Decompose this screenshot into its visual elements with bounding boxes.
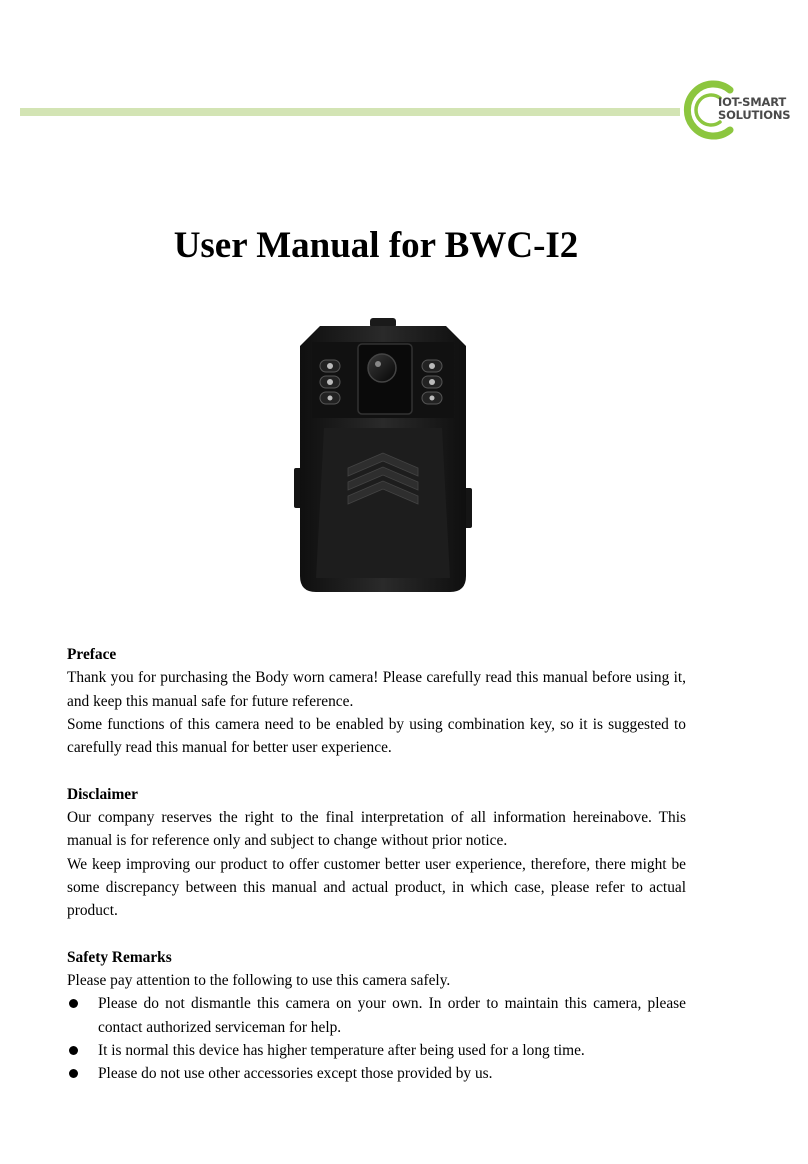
document-title: User Manual for BWC-I2 <box>173 225 579 266</box>
section-heading-disclaimer: Disclaimer <box>67 785 138 803</box>
list-item: Please do not use other accessories except those provided by us. <box>67 1062 686 1085</box>
paragraph: Please pay attention to the following to use this camera safely. <box>67 972 451 990</box>
safety-bullet-list <box>67 992 686 1085</box>
section-heading-safety: Safety Remarks <box>67 948 172 966</box>
section-heading-preface: Preface <box>67 646 117 663</box>
list-item: Please do not dismantle this camera on your own. In order to maintain this camera, please contact authorized serviceman for help. <box>67 992 686 1039</box>
paragraph: Our company reserves the right to the final interpretation of all information hereinabove. This manual is for reference only and subject to change without prior notice. <box>67 809 686 850</box>
paragraph: We keep improving our product to offer customer better user experience, therefore, there might be some discrepancy between this manual and actual product, in which case, please refer to actual product. <box>67 855 686 920</box>
body-camera-image <box>290 318 476 598</box>
manual-content <box>67 643 686 1086</box>
header-accent-bar <box>20 108 680 116</box>
logo-text-line2: SOLUTIONS <box>718 107 791 122</box>
paragraph: Thank you for purchasing the Body worn camera! Please carefully read this manual before using it, and keep this manual safe for future reference. <box>67 669 686 710</box>
company-logo <box>682 78 794 142</box>
paragraph: Some functions of this camera need to be enabled by using combination key, so it is suggested to carefully read this manual for better user experience. <box>67 715 686 757</box>
logo-text-line1: IOT-SMART <box>718 95 786 109</box>
list-item: It is normal this device has higher temperature after being used for a long time. <box>67 1039 686 1062</box>
